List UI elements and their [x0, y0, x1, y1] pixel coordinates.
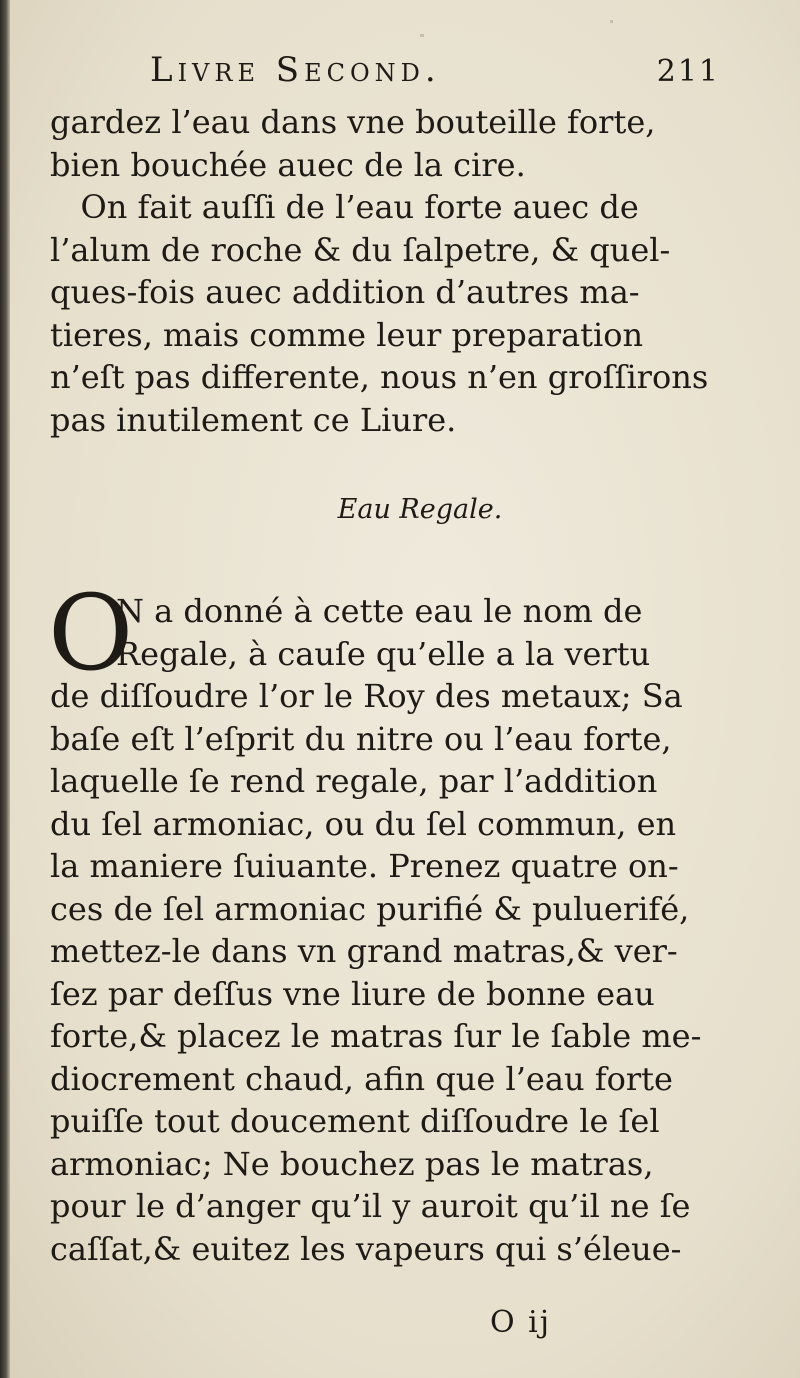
text-line: du ſel armoniac, ou du ſel commun, en	[50, 804, 677, 843]
text-line: forte,& placez le matras ſur le ſable me-	[50, 1017, 702, 1055]
text-line: pas inutilement ce Liure.	[50, 400, 457, 439]
paper-smudge	[420, 34, 424, 37]
text-line: diocrement chaud, afin que l’eau forte	[50, 1059, 673, 1098]
text-line: Regale, à cauſe qu’elle a la vertu	[116, 634, 651, 673]
text-line: ces de ſel armoniac purifié & puluerifé,	[50, 889, 690, 928]
text-line: puiſſe tout doucement diſſoudre le ſel	[50, 1102, 660, 1140]
signature-mark: O ij	[490, 1305, 552, 1340]
text-line: la maniere ſuiuante. Prenez quatre on-	[50, 847, 679, 885]
paragraph-aqua-fortis	[50, 101, 710, 441]
text-line: l’alum de roche & du ſalpetre, & quel-	[50, 230, 671, 269]
paper-smudge	[610, 20, 613, 23]
text-line: ques-fois auec addition d’autres ma-	[50, 273, 640, 311]
text-line: ſez par deſſus vne liure de bonne eau	[50, 974, 655, 1013]
text-line: de diſſoudre l’or le Roy des metaux; Sa	[50, 677, 683, 715]
page-gutter	[0, 0, 10, 1378]
text-line: bien bouchée auec de la cire.	[50, 145, 526, 184]
text-line: laquelle ſe rend regale, par l’addition	[50, 762, 658, 800]
text-line: baſe eſt l’eſprit du nitre ou l’eau forte,	[50, 719, 672, 758]
text-line: pour le d’anger qu’il y auroit qu’il ne ſe	[50, 1187, 691, 1225]
paragraph-eau-regale	[48, 572, 710, 1270]
section-heading: Eau Regale.	[337, 494, 503, 525]
text-line: mettez-le dans vn grand matras,& ver-	[50, 932, 678, 970]
text-line: n’eſt pas differente, nous n’en groſſirons	[50, 358, 709, 396]
text-line: On fait auſſi de l’eau forte auec de	[50, 188, 639, 226]
running-head: Livre Second.	[150, 50, 441, 90]
text-line: caſſat,& euitez les vapeurs qui s’éleue-	[50, 1229, 682, 1268]
page-header	[150, 50, 720, 98]
text-line: tieres, mais comme leur preparation	[50, 315, 644, 354]
text-line: gardez l’eau dans vne bouteille forte,	[50, 103, 656, 141]
text-line: armoniac; Ne bouchez pas le matras,	[50, 1144, 654, 1183]
text-line: N a donné à cette eau le nom de	[116, 592, 643, 630]
drop-cap-initial: O	[48, 572, 134, 694]
page-number: 211	[656, 54, 720, 89]
